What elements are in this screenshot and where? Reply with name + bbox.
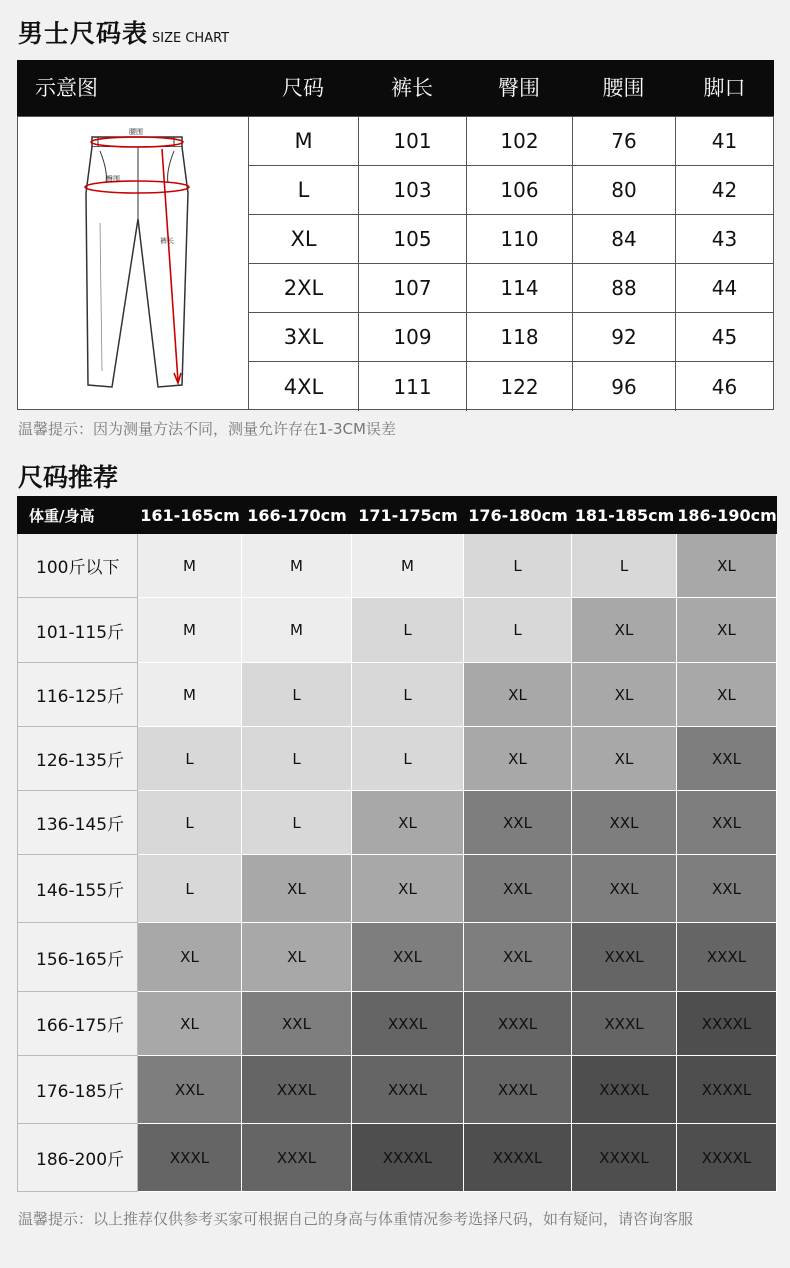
size-recommendation-cell: L [572,534,677,598]
size-row [249,313,773,362]
size-recommendation-cell: XXL [464,923,572,992]
size-recommendation-cell: XL [138,992,242,1056]
size-recommendation-cell: XL [677,598,777,663]
size-recommendation-cell: XL [242,855,352,923]
recommend-row [17,1124,777,1192]
recommend-row [17,855,777,923]
size-cell: 118 [467,313,573,361]
size-cell: 103 [359,166,467,214]
recommend-row [17,1056,777,1124]
recommend-row [17,727,777,791]
size-recommendation-cell: XXXXL [677,992,777,1056]
size-cell: 45 [711,325,738,349]
header-waist: 腰围 [602,76,645,100]
size-recommendation-cell: XL [572,663,677,727]
size-cell: 111 [359,362,467,411]
height-col-1: 161-165cm [140,506,240,525]
size-recommendation-cell: L [138,855,242,923]
weight-label: 101-115斤 [17,598,138,663]
size-recommendation-cell: XL [677,663,777,727]
size-recommendation-cell: XXXL [352,992,464,1056]
height-col-4: 176-180cm [468,506,568,525]
header-length: 裤长 [391,76,433,100]
size-cell: 110 [467,215,573,263]
weight-label: 116-125斤 [17,663,138,727]
size-recommendation-cell: XL [572,727,677,791]
size-recommendation-cell: XL [677,534,777,598]
size-cell: 41 [711,129,738,153]
size-recommendation-cell: XXXL [677,923,777,992]
weight-label: 156-165斤 [17,923,138,992]
size-cell: 2XL [249,264,359,312]
size-cell: 80 [573,166,676,214]
size-cell: 3XL [249,313,359,361]
size-recommendation-cell: L [138,791,242,855]
size-recommendation-cell: XXXL [464,992,572,1056]
size-cell: 4XL [249,362,359,411]
weight-label: 126-135斤 [17,727,138,791]
pants-icon [78,123,198,401]
page-title [18,14,229,50]
size-recommendation-cell: XL [464,663,572,727]
size-recommendation-cell: XXXXL [464,1124,572,1192]
size-recommendation-cell: XXXL [572,923,677,992]
size-recommendation-cell: XXL [572,855,677,923]
size-recommendation-cell: XL [138,923,242,992]
size-cell: XL [249,215,359,263]
height-col-2: 166-170cm [247,506,347,525]
size-recommendation-cell: XXL [242,992,352,1056]
size-cell: L [249,166,359,214]
pants-diagram [18,117,249,409]
recommend-title: 尺码推荐 [18,463,119,492]
recommend-header [17,496,777,534]
size-recommendation-cell: M [352,534,464,598]
size-recommendation-cell: XL [352,791,464,855]
size-recommendation-cell: XXL [352,923,464,992]
size-cell: 102 [467,117,573,165]
size-recommendation-cell: L [138,727,242,791]
size-row [249,166,773,215]
size-cell: 114 [467,264,573,312]
size-recommendation-cell: XXL [138,1056,242,1124]
height-col-3: 171-175cm [358,506,458,525]
height-col-5: 181-185cm [574,506,675,525]
weight-label: 136-145斤 [17,791,138,855]
height-col-6: 186-190cm [677,506,777,525]
recommend-row [17,992,777,1056]
size-cell: 107 [359,264,467,312]
size-row [249,362,773,411]
size-cell: 88 [573,264,676,312]
size-recommendation-cell: XL [572,598,677,663]
size-recommendation-cell: XL [352,855,464,923]
diagram-label-length: 裤长 [160,237,174,245]
size-cell: 109 [359,313,467,361]
weight-label: 186-200斤 [17,1124,138,1192]
recommend-row [17,791,777,855]
size-recommendation-cell: M [242,534,352,598]
size-cell: 92 [573,313,676,361]
header-hip: 臀围 [498,76,540,100]
size-row [249,117,773,166]
size-recommendation-cell: XXXXL [572,1056,677,1124]
size-recommendation-cell: XXXXL [677,1056,777,1124]
size-cell: 96 [573,362,676,411]
size-recommendation-cell: XXL [464,855,572,923]
corner-label: 体重/身高 [29,507,95,525]
size-recommendation-cell: XXXL [572,992,677,1056]
size-recommendation-cell: XXXL [464,1056,572,1124]
size-recommendation-cell: L [242,663,352,727]
diagram-label-waist: 腰围 [129,128,143,136]
size-recommendation-cell: L [464,598,572,663]
weight-label: 146-155斤 [17,855,138,923]
size-recommendation-cell: XXL [677,855,777,923]
size-cell: 122 [467,362,573,411]
size-cell: 76 [573,117,676,165]
size-recommendation-cell: XXL [677,727,777,791]
recommend-row [17,598,777,663]
header-leg-opening: 脚口 [703,76,746,100]
weight-label: 176-185斤 [17,1056,138,1124]
size-cell: 84 [573,215,676,263]
header-size: 尺码 [282,76,324,100]
size-recommendation-cell: M [138,663,242,727]
size-recommendation-cell: XXXXL [572,1124,677,1192]
header-diagram: 示意图 [35,76,98,100]
size-cell: 43 [711,227,738,251]
size-chart-header [17,60,774,116]
size-row [249,215,773,264]
size-recommendation-cell: M [242,598,352,663]
size-recommendation-cell: XL [464,727,572,791]
size-recommendation-cell: XXXL [242,1056,352,1124]
size-recommendation-cell: M [138,598,242,663]
title-en: SIZE CHART [152,31,230,46]
size-recommendation-cell: XXXXL [677,1124,777,1192]
diagram-label-hip: 臀围 [106,175,120,183]
weight-label: 166-175斤 [17,992,138,1056]
size-recommendation-cell: XL [242,923,352,992]
size-recommendation-cell: L [352,663,464,727]
size-recommendation-cell: XXXL [242,1124,352,1192]
size-recommendation-cell: XXL [572,791,677,855]
size-recommendation-cell: XXXL [138,1124,242,1192]
recommend-row [17,923,777,992]
title-cn: 男士尺码表 [18,19,149,48]
size-recommendation-cell: L [352,598,464,663]
size-cell: 101 [359,117,467,165]
size-row [249,264,773,313]
size-recommendation-cell: L [242,791,352,855]
measurement-note: 温馨提示：因为测量方法不同，测量允许存在1-3CM误差 [18,420,396,438]
recommend-note: 温馨提示：以上推荐仅供参考买家可根据自己的身高与体重情况参考选择尺码，如有疑问，请咨询客服 [18,1210,694,1228]
size-recommendation-cell: M [138,534,242,598]
size-recommendation-cell: L [242,727,352,791]
size-recommendation-cell: XXL [464,791,572,855]
recommend-row [17,534,777,598]
size-recommendation-cell: XXXL [352,1056,464,1124]
recommend-table [17,534,777,1192]
size-cell: M [249,117,359,165]
size-cell: 42 [711,178,738,202]
recommend-row [17,663,777,727]
size-cell: 105 [359,215,467,263]
size-recommendation-cell: L [352,727,464,791]
size-cell: 46 [711,374,738,399]
size-chart-table [17,116,774,410]
weight-label: 100斤以下 [17,534,138,598]
size-recommendation-cell: XXXXL [352,1124,464,1192]
size-cell: 106 [467,166,573,214]
size-cell: 44 [711,276,738,300]
size-recommendation-cell: XXL [677,791,777,855]
size-recommendation-cell: L [464,534,572,598]
